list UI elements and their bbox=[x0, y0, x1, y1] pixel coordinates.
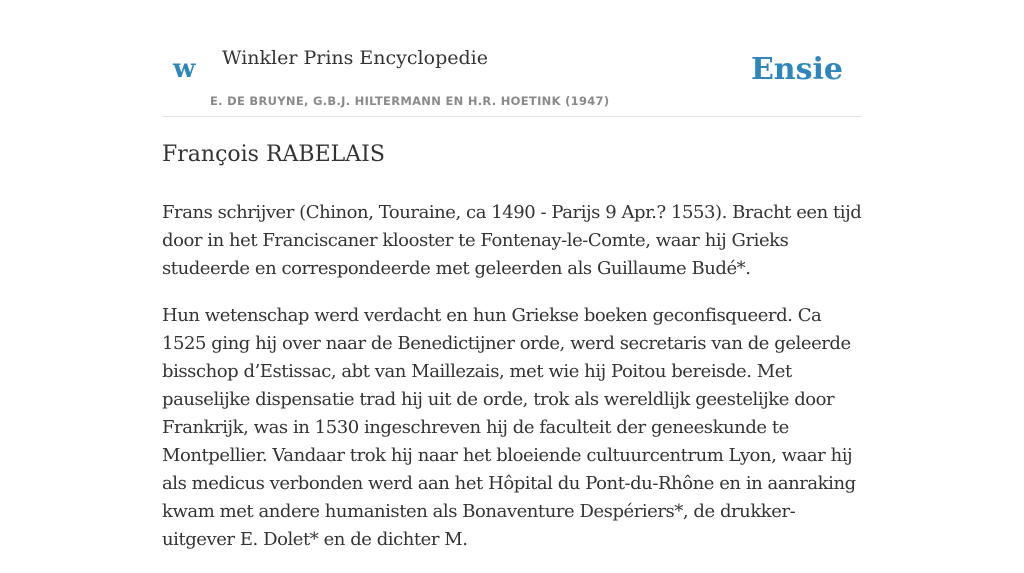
page-header bbox=[162, 0, 862, 117]
source-authors: E. DE BRUYNE, G.B.J. HILTERMANN EN H.R. HOETINK (1947) bbox=[210, 94, 610, 108]
article-paragraph-1: Frans schrijver (Chinon, Touraine, ca 1490 - Parijs 9 Apr.? 1553). Bracht een tijd door in het Franciscaner klooster te Fontenay-le-Comte, waar hij Grieks studeerde en correspondeerde met geleerden als Guillaume Budé*. bbox=[162, 202, 862, 279]
article-title: François RABELAIS bbox=[162, 142, 385, 167]
article-paragraph-2: Hun wetenschap werd verdacht en hun Griekse boeken geconfisqueerd. Ca 1525 ging hij over naar de Benedictijner orde, werd secretaris van de geleerde bisschop d’Estissac, abt van Maillezais, met wie hij Poitou bereisde. Met pauselijke dispensatie trad hij uit de orde, trok als wereldlijk geestelijke door Frankrijk, was in 1530 ingeschreven hij de faculteit der geneeskunde te Montpellier. Vandaar trok hij naar het bloeiende cultuurcentrum Lyon, waar hij als medicus verbonden werd aan het Hôpital du Pont-du-Rhône en in aanraking kwam met andere humanisten als Bonaventure Despériers*, de drukker-uitgever E. Dolet* en de dichter M. bbox=[162, 305, 856, 550]
source-logo-icon[interactable]: w bbox=[173, 54, 196, 84]
ensie-logo[interactable]: Ensie bbox=[750, 52, 843, 87]
source-title[interactable]: Winkler Prins Encyclopedie bbox=[222, 47, 488, 69]
article bbox=[162, 138, 862, 573]
